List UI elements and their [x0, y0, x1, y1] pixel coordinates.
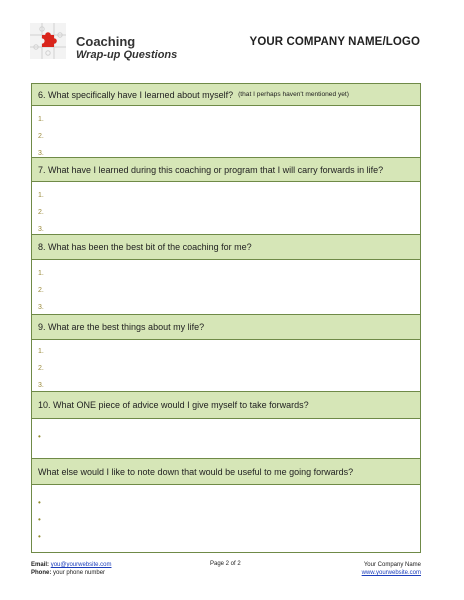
answer-line-2: 2.: [38, 133, 44, 140]
answer-line-1: 1.: [38, 270, 44, 277]
footer-company: [362, 561, 421, 577]
puzzle-logo-icon: [30, 23, 66, 59]
answer-area-7[interactable]: [32, 182, 420, 235]
answer-line-2: 2.: [38, 209, 44, 216]
question-8: [32, 235, 420, 260]
question-7: [32, 158, 420, 182]
answer-bullet: •: [38, 532, 41, 541]
footer-contact: [31, 561, 111, 577]
email-link[interactable]: you@yourwebsite.com: [50, 562, 112, 568]
question-text: 6. What specifically have I learned about myself?: [38, 89, 234, 100]
phone-label: Phone:: [31, 570, 52, 576]
footer-company-name: Your Company Name: [363, 562, 421, 568]
question-text: 7. What have I learned during this coaching or program that I will carry forwards in life?: [38, 164, 384, 175]
question-text: What else would I like to note down that would be useful to me going forwards?: [38, 466, 354, 477]
company-logo-placeholder: YOUR COMPANY NAME/LOGO: [249, 36, 420, 48]
answer-area-8[interactable]: [32, 260, 420, 315]
answer-line-2: 2.: [38, 365, 44, 372]
answer-line-3: 3.: [38, 382, 44, 389]
question-note: (that I perhaps haven't mentioned yet): [238, 91, 349, 98]
question-text: 8. What has been the best bit of the coaching for me?: [38, 242, 252, 252]
document-subtitle: Wrap-up Questions: [76, 49, 178, 61]
answer-line-3: 3.: [38, 150, 44, 157]
question-text: 10. What ONE piece of advice would I give myself to take forwards?: [38, 400, 309, 410]
question-9: [32, 315, 420, 340]
answer-line-3: 3.: [38, 226, 44, 233]
questions-form: [31, 83, 421, 553]
email-label: Email:: [31, 562, 50, 568]
answer-line-3: 3.: [38, 304, 44, 311]
answer-area-10[interactable]: [32, 419, 420, 459]
question-6: [32, 84, 420, 106]
answer-line-1: 1.: [38, 192, 44, 199]
question-text: 9. What are the best things about my life?: [38, 322, 205, 332]
question-10: [32, 392, 420, 419]
page-number: Page 2 of 2: [210, 561, 241, 567]
answer-area-final[interactable]: [32, 485, 420, 553]
website-link[interactable]: www.yourwebsite.com: [361, 570, 421, 576]
answer-area-6[interactable]: [32, 106, 420, 158]
answer-line-1: 1.: [38, 348, 44, 355]
answer-bullet: •: [38, 432, 41, 441]
answer-line-1: 1.: [38, 116, 44, 123]
question-final: [32, 459, 420, 485]
answer-bullet: •: [38, 515, 41, 524]
answer-area-9[interactable]: [32, 340, 420, 392]
phone-number: your phone number: [53, 570, 106, 576]
answer-line-2: 2.: [38, 287, 44, 294]
document-title: Coaching: [76, 34, 136, 49]
answer-bullet: •: [38, 498, 41, 507]
